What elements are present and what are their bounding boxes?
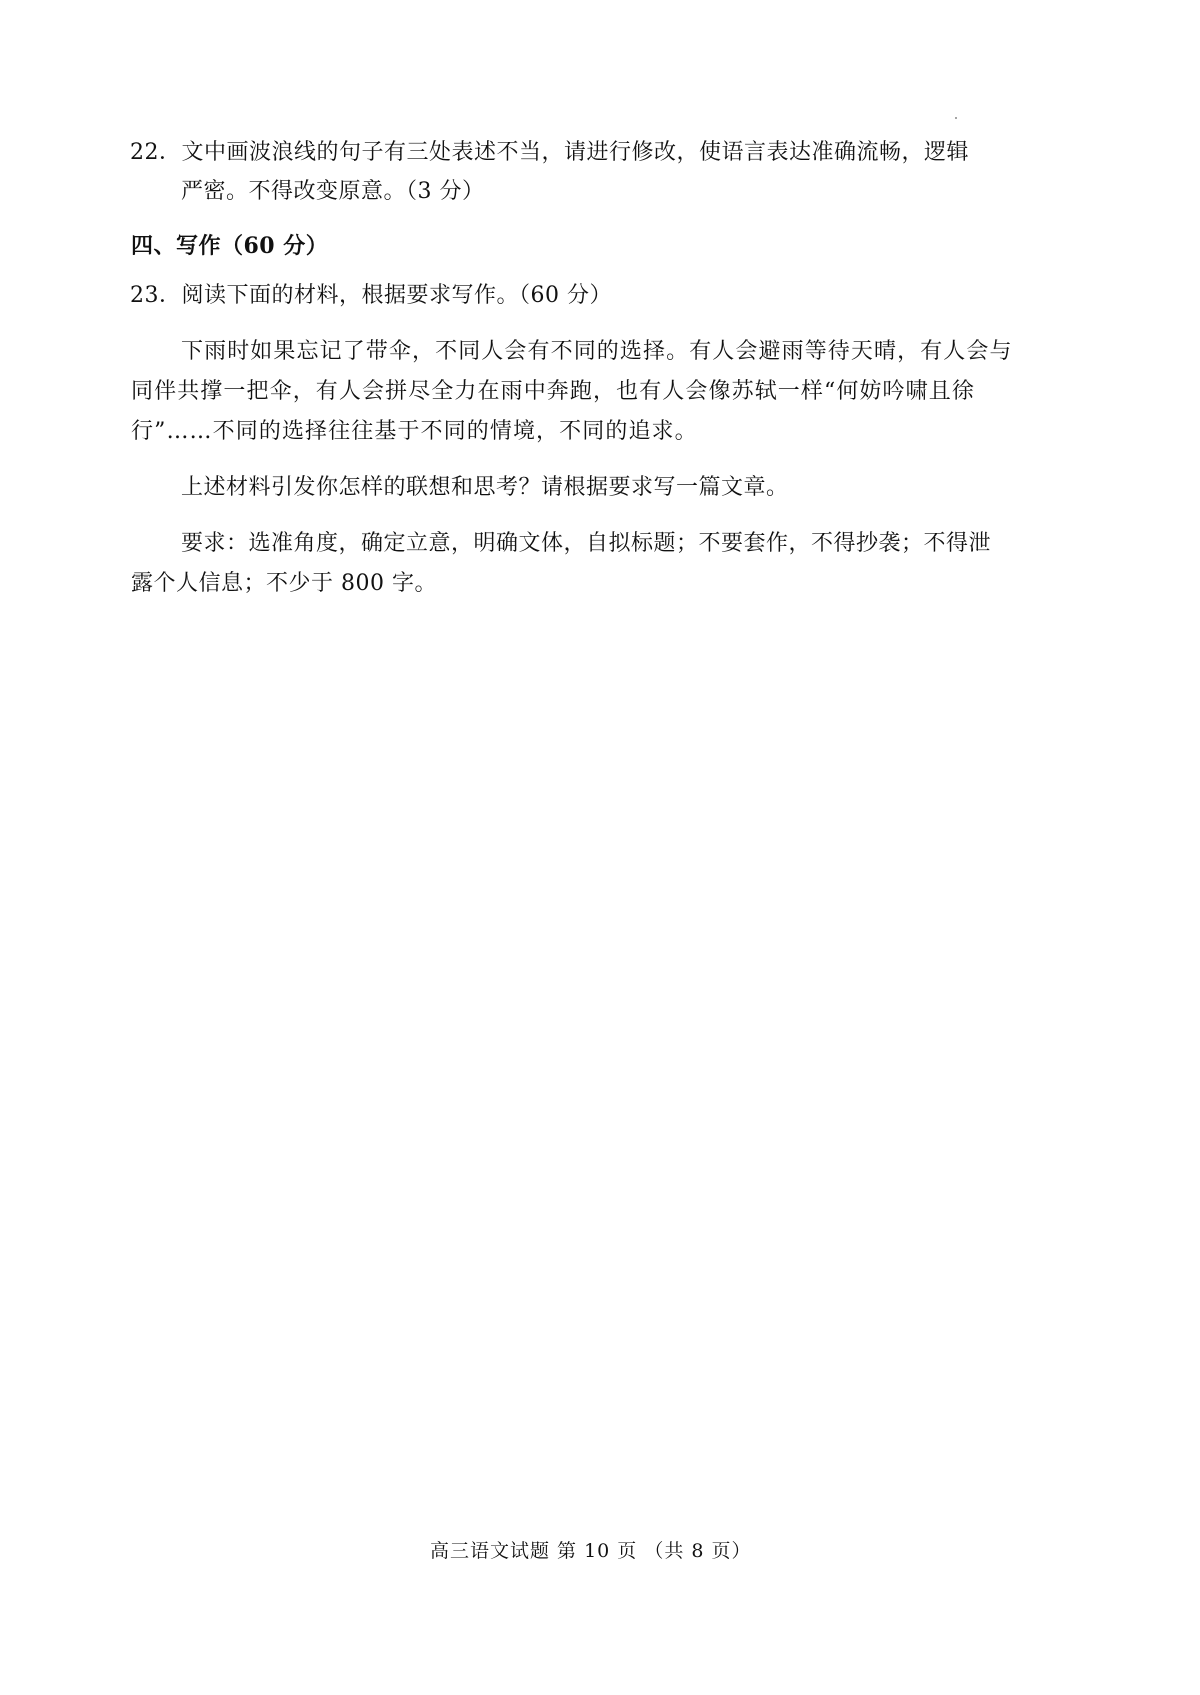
question-22-line-2: 严密。不得改变原意。（3 分） — [181, 179, 485, 204]
material-line-1: 下雨时如果忘记了带伞，不同人会有不同的选择。有人会避雨等待天晴，有人会与 — [181, 339, 1013, 364]
section-heading-writing: 四、写作（60 分） — [131, 233, 329, 259]
question-22-line-1: 22．文中画波浪线的句子有三处表述不当，请进行修改，使语言表达准确流畅，逻辑 — [130, 140, 969, 165]
page-footer: 高三语文试题 第 10 页 （共 8 页） — [430, 1540, 752, 1562]
question-23-prompt: 23．阅读下面的材料，根据要求写作。（60 分） — [130, 283, 612, 308]
scan-speck — [955, 117, 957, 119]
material-line-2: 同伴共撑一把伞，有人会拼尽全力在雨中奔跑，也有人会像苏轼一样“何妨吟啸且徐 — [131, 379, 975, 404]
requirement-line-2: 露个人信息；不少于 800 字。 — [131, 571, 437, 596]
material-line-3: 行”……不同的选择往往基于不同的情境，不同的追求。 — [131, 419, 698, 444]
requirement-line-1: 要求：选准角度，确定立意，明确文体，自拟标题；不要套作，不得抄袭；不得泄 — [181, 531, 992, 556]
thinking-prompt: 上述材料引发你怎样的联想和思考？请根据要求写一篇文章。 — [181, 475, 789, 500]
